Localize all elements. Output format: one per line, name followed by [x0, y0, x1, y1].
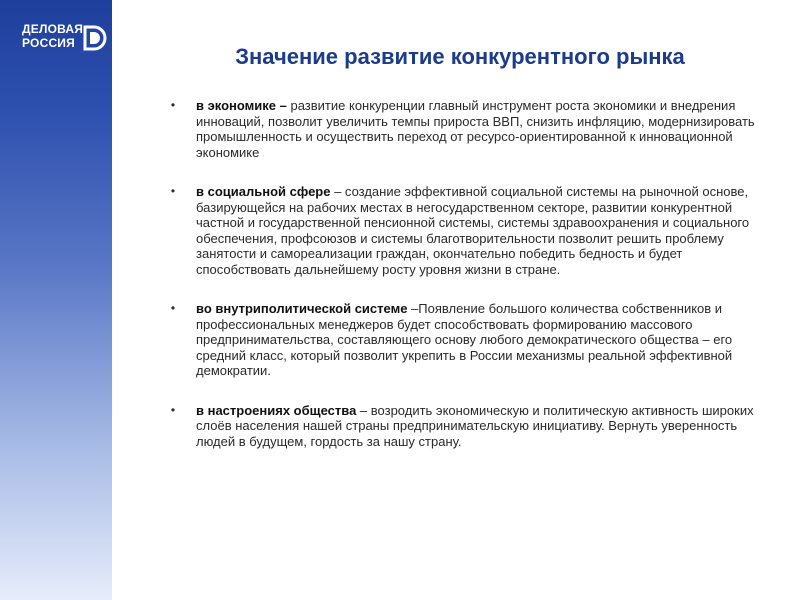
bullet-text: – создание эффективной социальной системы на рыночной основе, базирующейся на рабочих местах в негосударственном секторе, развитии конкурентной частной и государственной пенсионной системы, системы здравоохранения и социального обеспечения, профсоюзов и системы благотворительности позволит решить проблему занятости и самореализации граждан, окончательно победить бедность и будет способствовать дальнейшему росту уровня жизни в стране.: [196, 184, 750, 277]
bullet-list: [168, 98, 768, 473]
bullet-item-social: [168, 184, 768, 277]
bullet-item-society: [168, 403, 768, 450]
bullet-text: – возродить экономическую и политическую активность широких слоёв населения нашей страны предпринимательскую инициативу. Вернуть уверенность людей в будущем, гордость за нашу страну.: [196, 402, 754, 449]
bullet-item-economy: [168, 98, 768, 160]
bullet-text: развитие конкуренции главный инструмент роста экономики и внедрения инноваций, позволит увеличить темпы прироста ВВП, снизить инфляцию, модернизировать промышленность и осуществить переход от ресурсо-ориентированной к инновационной экономике: [196, 98, 755, 160]
logo-line-2: РОССИЯ: [22, 36, 75, 50]
logo-line-1: ДЕЛОВАЯ: [22, 22, 84, 36]
bullet-lead: во внутриполитической системе: [196, 301, 408, 316]
bullet-marker: •: [170, 184, 176, 198]
slide-title: Значение развитие конкурентного рынка: [235, 44, 685, 69]
logo: [22, 22, 108, 56]
logo-text: [22, 22, 83, 50]
sidebar-gradient: [0, 0, 112, 600]
bullet-lead: в настроениях общества: [196, 402, 357, 418]
bullet-marker: •: [170, 402, 176, 417]
bullet-lead: в социальной сфере: [196, 184, 331, 199]
bullet-item-politics: [168, 301, 768, 379]
bullet-marker: •: [170, 301, 176, 315]
bullet-marker: •: [170, 98, 176, 112]
bullet-lead: в экономике –: [196, 98, 291, 113]
bullet-text: –Появление большого количества собственников и профессиональных менеджеров будет способствовать формированию массового предпринимательства, составляющего основу любого демократического общества – его средний класс, который позволит укрепить в России механизмы реальной эффективной демократии.: [196, 301, 733, 378]
logo-d-mark-icon: [82, 24, 108, 52]
